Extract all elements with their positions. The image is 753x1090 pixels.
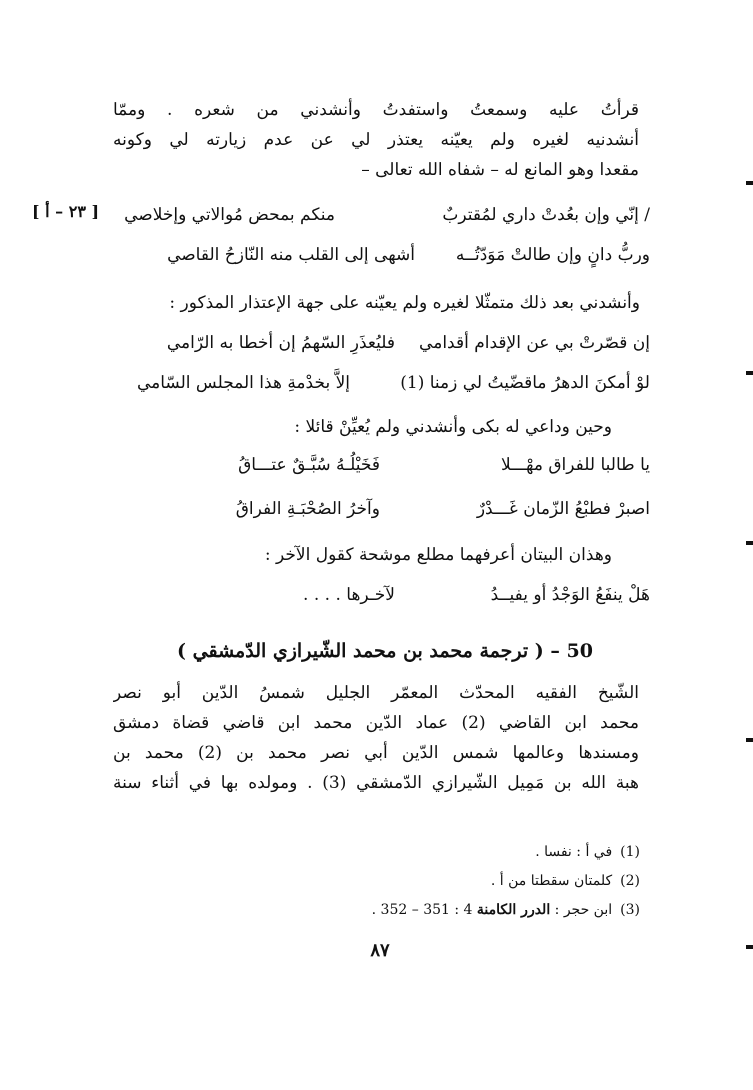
verse-line [110,368,650,398]
verse-first-hemistich: لوْ أمكنَ الدهرُ ماقضّيتُ لي زمنا (1) [400,373,650,393]
intro-paragraph [113,95,639,185]
verse-line [110,580,650,610]
footnote [260,867,640,896]
footnote-mark: (3) [620,902,640,918]
text-line: وهذان البيتان أعرفهما مطلع موشحة كقول الآخر : [264,545,612,565]
section-title: – ( ترجمة محمد بن محمد الشّيرازي الدّمشقي ) [177,640,560,662]
verse-first-hemistich: / إنّي وإن بعُدتْ داري لمُقتربٌ [442,205,650,225]
footnote-text: في أ : نفسا . [535,844,613,860]
text-line: محمد ابن القاضي (2) عماد الدّين محمد ابن قاضي قضاة دمشق [113,713,639,733]
farewell-paragraph [180,412,612,442]
section-number: 50 [566,640,593,662]
verse-line [110,450,650,480]
footnote-text-suffix: 4 : 351 – 352 . [371,902,477,918]
verse-first-hemistich: إن قصّرتْ بي عن الإقدام أقدامي [419,333,650,353]
verse-first-hemistich: اصبرْ فطبْعُ الزّمان غَـــدْرٌ [476,499,650,519]
footnote-text: كلمتان سقطتا من أ . [490,873,613,889]
footnote-mark: (1) [620,844,640,860]
scan-edge-mark [746,371,753,375]
verse-second-hemistich: أشهى إلى القلب منه النّازحُ القاصي [167,245,415,265]
verse-second-hemistich: لآخـرها . . . . [303,585,395,605]
verse-first-hemistich: هَلْ ينفَعُ الوَجْدُ أو يفيــدُ [490,585,650,605]
text-line: مقعدا وهو المانع له – شفاه الله تعالى – [361,160,639,180]
verse-second-hemistich: إلاَّ بخدْمةِ هذا المجلس السّامي [136,373,350,393]
verse-line [110,494,650,524]
footnote [260,838,640,867]
text-line: أنشدنيه لغيره ولم يعيّنه يعتذر لي عن عدم زيارته لي وكونه [113,130,639,150]
footnote-mark: (2) [620,873,640,889]
text-line: قرأتُ عليه وسمعتُ واستفدتُ وأنشدني من شعره . وممّا [113,100,639,120]
scan-edge-mark [746,181,753,185]
biography-paragraph [113,678,639,798]
scan-edge-mark [746,738,753,742]
verse-second-hemistich: فَخَيْلُـهُ سُبَّـقٌ عتـــاقُ [238,455,380,475]
recital-paragraph [113,288,640,318]
footnote-book-title: الدرر الكامنة [476,902,551,918]
section-heading [170,640,600,662]
text-line: وأنشدني بعد ذلك متمثّلا لغيره ولم يعيّنه على جهة الإعتذار المذكور : [169,293,640,313]
footnote [260,896,640,925]
scan-edge-mark [746,541,753,545]
footnotes [260,838,640,925]
verse-first-hemistich: يا طالبا للفراق مهْـــلا [500,455,650,475]
verse-line [110,240,650,270]
couplets-paragraph [200,540,612,570]
verse-line [110,328,650,358]
verse-first-hemistich: وربُّ دانٍ وإن طالتْ مَوَدّتُــه [455,245,650,265]
text-line: هبة الله بن مَمِيل الشّيرازي الدّمشقي (3) . ومولده بها في أثناء سنة [113,773,639,793]
text-line: الشّيخ الفقيه المحدّث المعمّر الجليل شمسُ الدّين أبو نصر [113,683,639,703]
text-line: وحين وداعي له بكى وأنشدني ولم يُعيِّنْ قائلا : [294,417,612,437]
manuscript-folio-mark: [ ٢٣ – أ ] [32,202,100,221]
page-number: ٨٧ [370,940,390,961]
scan-edge-mark [746,945,753,949]
footnote-text-prefix: ابن حجر : [550,902,613,918]
verse-second-hemistich: فليُعذَرِ السّهمُ إن أخطا به الرّامي [166,333,395,353]
verse-line [110,200,650,230]
verse-second-hemistich: منكم بمحض مُوالاتي وإخلاصي [124,205,335,225]
verse-second-hemistich: وآخرُ الصُحْبَـةِ الفراقُ [235,499,380,519]
text-line: ومسندها وعالمها شمس الدّين أبي نصر محمد بن (2) محمد بن [113,743,639,763]
